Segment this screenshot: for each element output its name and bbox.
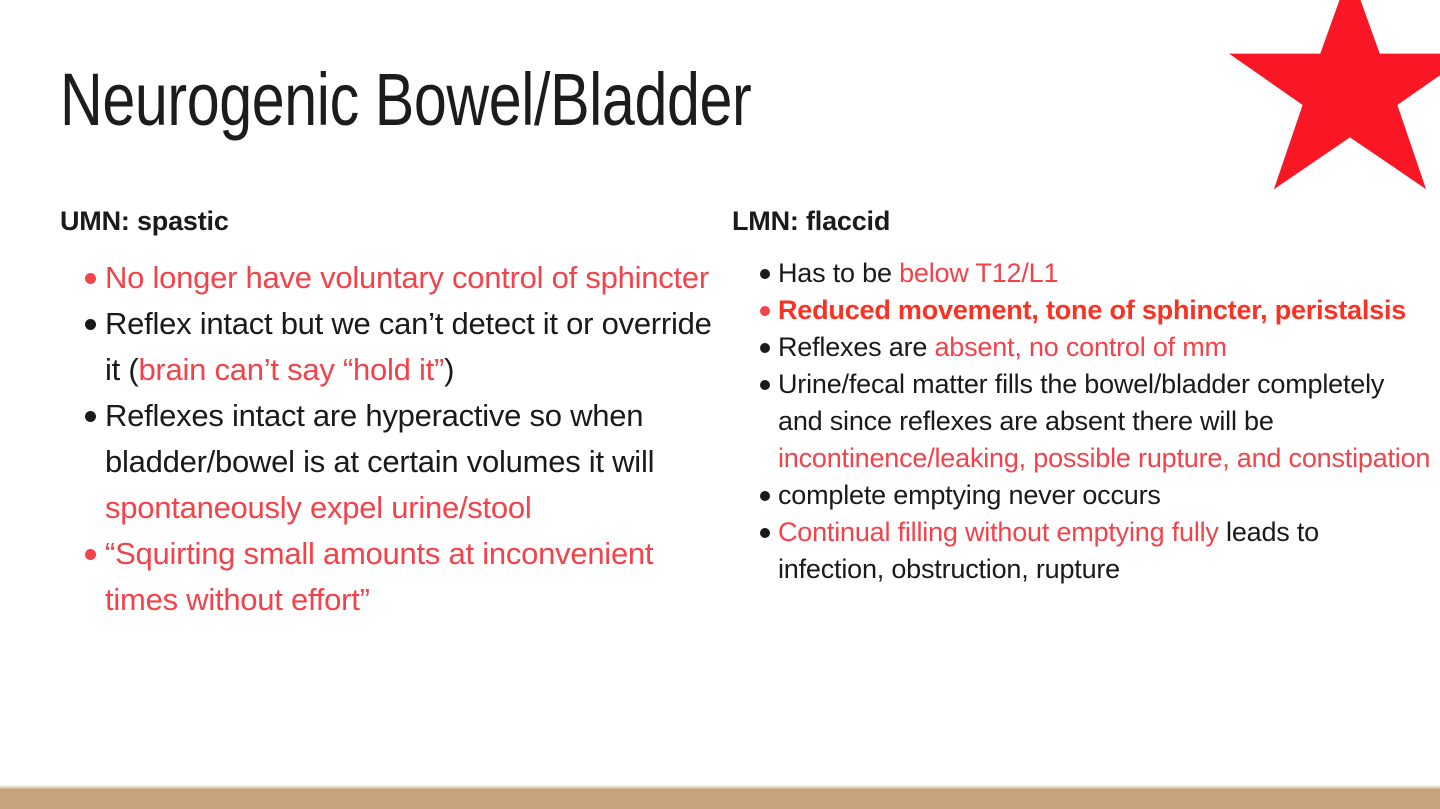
text-run: )	[444, 352, 455, 387]
text-run: Reflexes are	[778, 332, 935, 362]
list-item	[732, 292, 1432, 329]
bullet-dot-icon	[760, 380, 770, 390]
text-run: “Squirting small amounts at inconvenient times without effort”	[105, 536, 654, 617]
column-header-lmn: LMN: flaccid	[732, 206, 891, 236]
list-item	[60, 393, 720, 531]
column-umn	[60, 206, 720, 623]
list-item-text	[105, 260, 709, 295]
list-item	[60, 531, 720, 623]
list-item-text	[778, 295, 1406, 325]
list-item	[732, 255, 1432, 292]
list-item	[732, 514, 1432, 588]
text-run: Has to be	[778, 258, 900, 288]
bullet-dot-icon	[85, 549, 96, 560]
bullet-dot-icon	[760, 343, 770, 353]
list-item-text	[778, 517, 1319, 584]
bullet-dot-icon	[760, 491, 770, 501]
text-run: Reflex intact but we can’t detect it or override it (	[105, 306, 712, 387]
list-item	[732, 329, 1432, 366]
bullet-list-umn	[60, 255, 720, 623]
bullet-dot-icon	[760, 528, 770, 538]
text-run: Reflexes intact are hyperactive so when bladder/bowel is at certain volumes it will	[105, 398, 655, 479]
list-item-text	[778, 369, 1430, 473]
column-lmn	[732, 206, 1432, 588]
list-item	[60, 301, 720, 393]
text-run: Continual filling without emptying fully	[778, 517, 1219, 547]
list-item	[60, 255, 720, 301]
text-run: brain can’t say “hold it”	[138, 352, 445, 387]
list-item-text	[105, 398, 654, 525]
page-title: Neurogenic Bowel/Bladder	[60, 58, 752, 141]
list-item	[732, 366, 1432, 477]
text-run: spontaneously expel urine/stool	[105, 490, 532, 525]
list-item-text	[105, 536, 653, 617]
column-header-umn: UMN: spastic	[60, 206, 229, 236]
bullet-dot-icon	[760, 269, 770, 279]
list-item	[732, 477, 1432, 514]
text-run: complete emptying never occurs	[778, 480, 1161, 510]
red-star-icon	[1224, 0, 1440, 206]
bottom-accent-bar	[0, 789, 1440, 809]
list-item-text	[778, 480, 1161, 510]
bullet-list-lmn	[732, 255, 1432, 588]
text-run: incontinence/leaking, possible rupture, and constipation	[778, 443, 1431, 473]
bullet-dot-icon	[85, 319, 96, 330]
text-run: Reduced movement, tone of sphincter, peristalsis	[778, 295, 1407, 325]
text-run: No longer have voluntary control of sphincter	[105, 260, 709, 295]
bullet-dot-icon	[85, 273, 96, 284]
text-run: Urine/fecal matter fills the bowel/bladder completely and since reflexes are absent there will be	[778, 369, 1385, 436]
bullet-dot-icon	[760, 306, 770, 316]
list-item-text	[778, 332, 1227, 362]
text-run: leads to infection, obstruction, rupture	[778, 517, 1320, 584]
bullet-dot-icon	[85, 411, 96, 422]
text-run: below T12/L1	[899, 258, 1059, 288]
text-run: absent, no control of mm	[934, 332, 1227, 362]
list-item-text	[778, 258, 1058, 288]
list-item-text	[105, 306, 712, 387]
